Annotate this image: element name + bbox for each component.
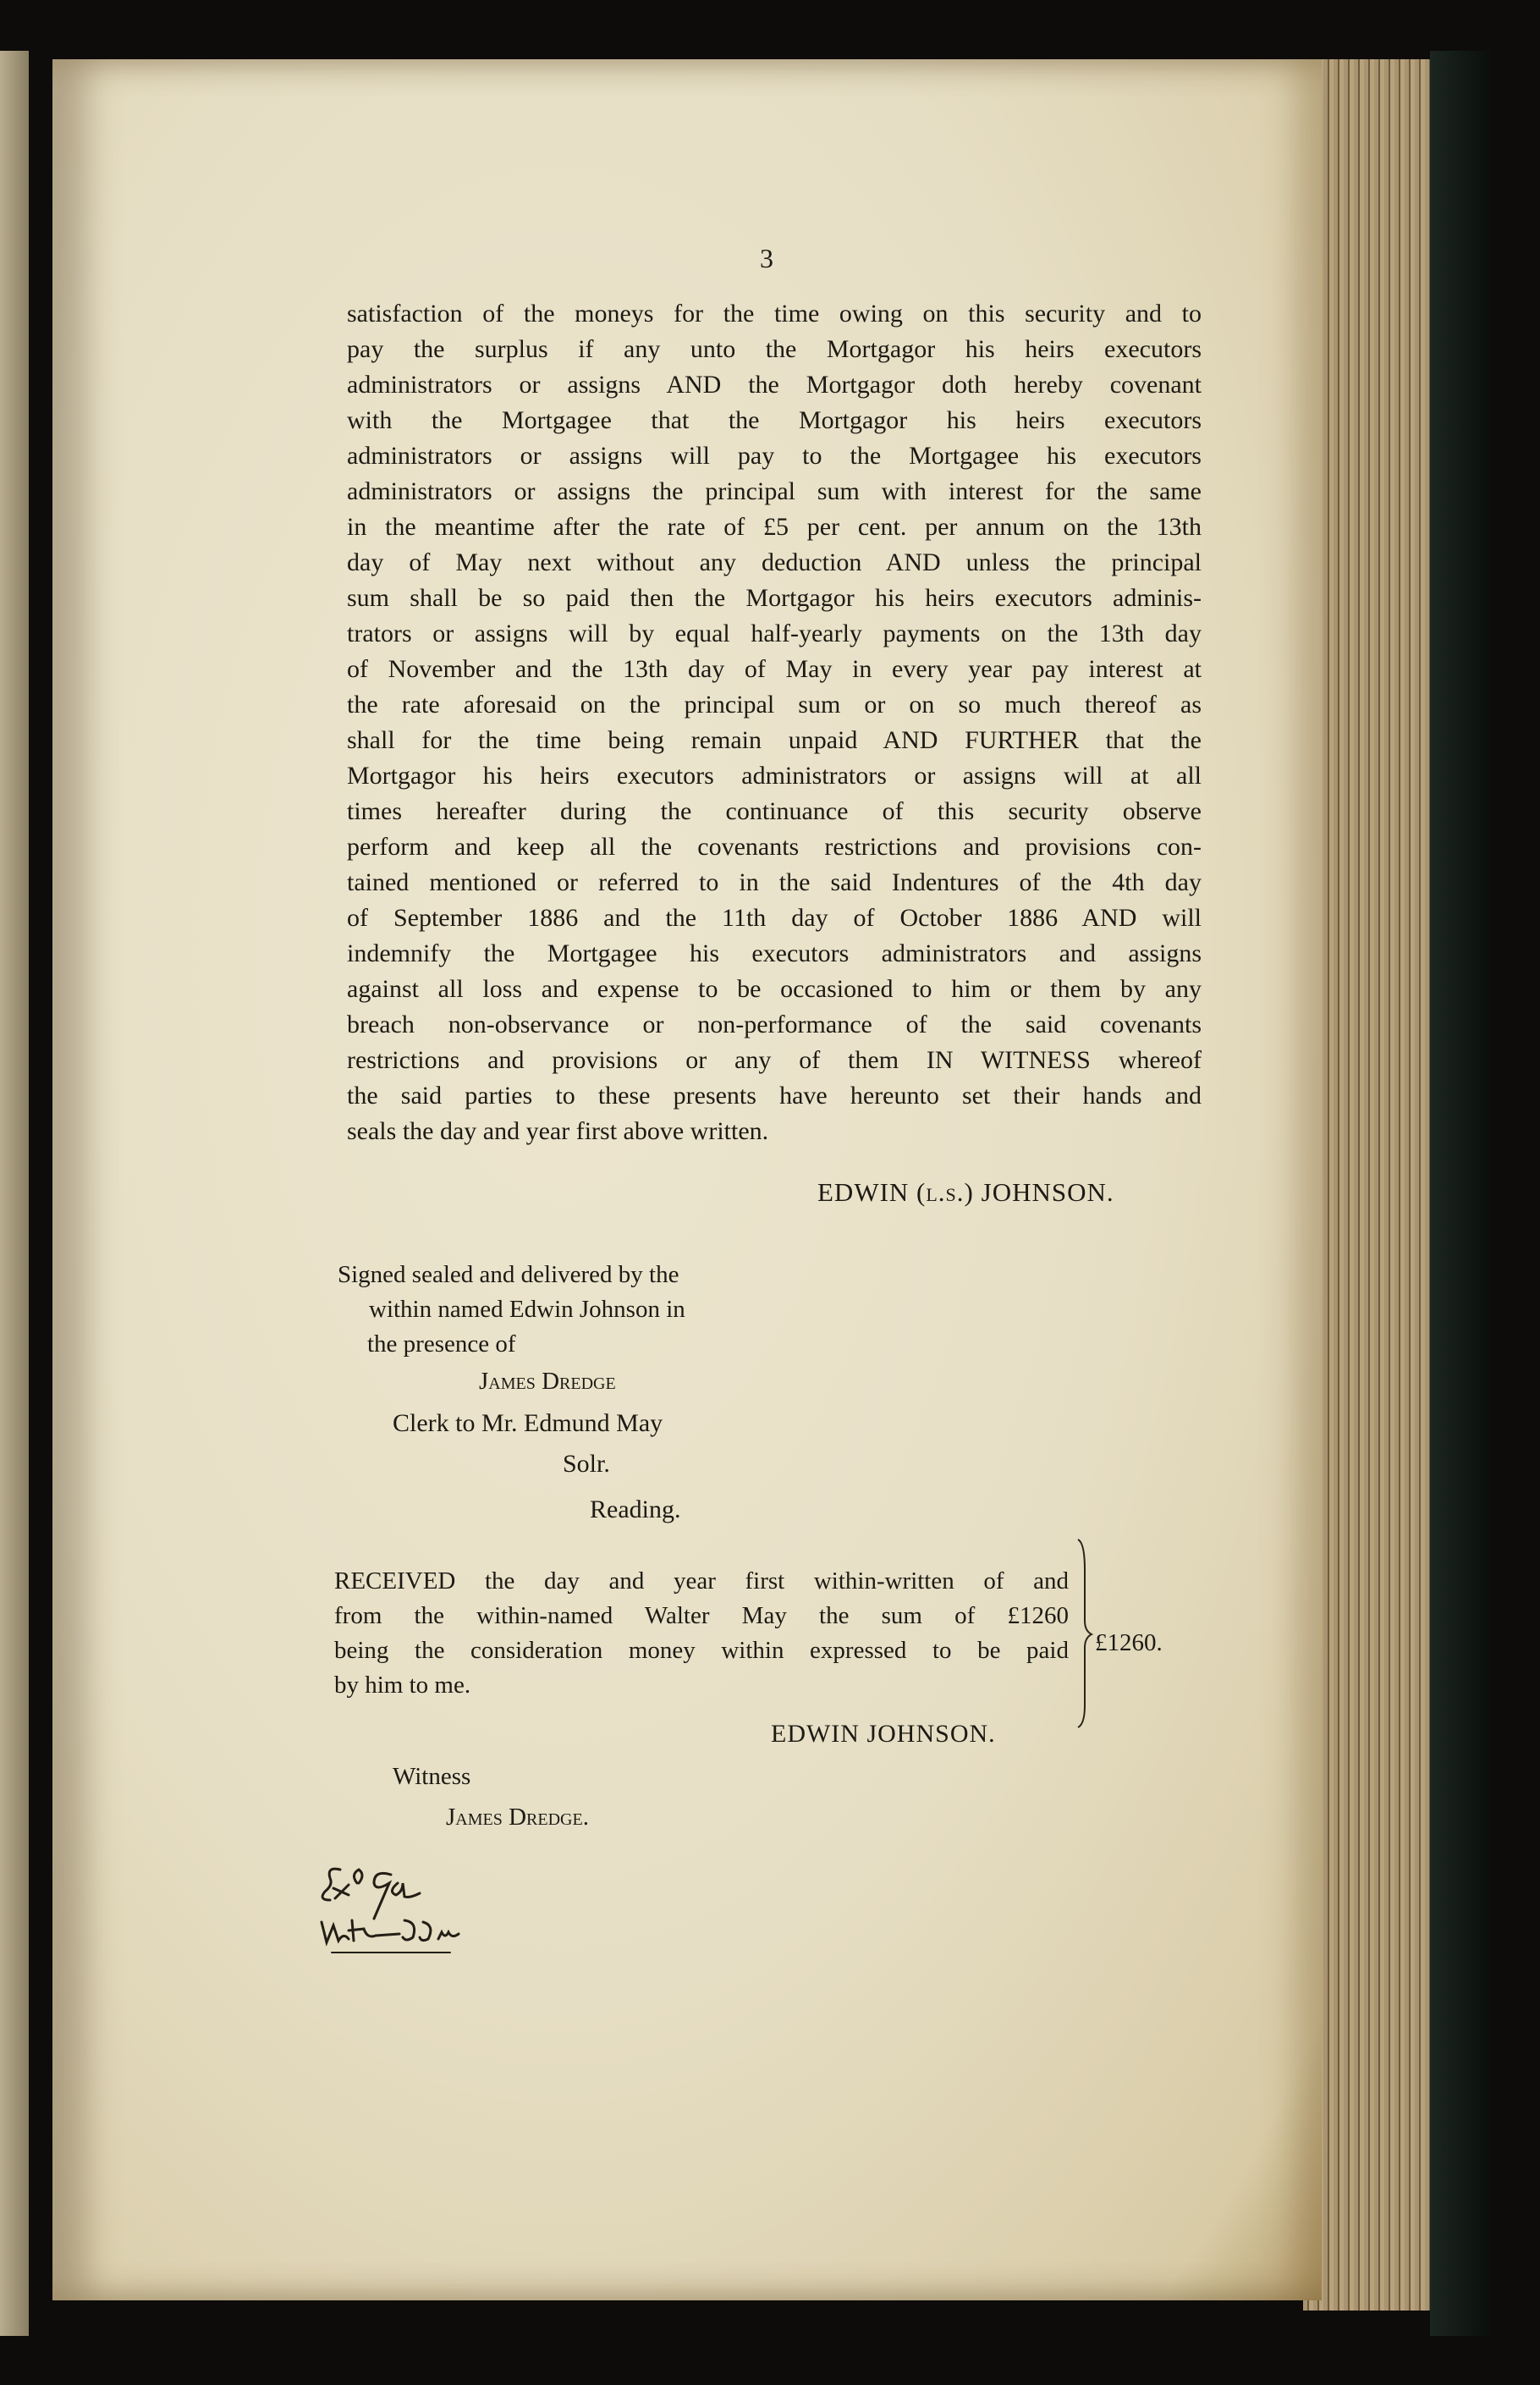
page-stack-edge — [1303, 59, 1447, 2311]
body-line: pay the surplus if any unto the Mortgagor his heirs executors — [347, 335, 1202, 363]
body-line: sum shall be so paid then the Mortgagor his heirs executors adminis- — [347, 584, 1202, 612]
seal-mark: (l.s.) — [916, 1177, 974, 1207]
receipt-line: from the within-named Walter May the sum of £1260 — [334, 1602, 1069, 1629]
signature-first-name: EDWIN — [817, 1177, 910, 1207]
attestation-line: within named Edwin Johnson in — [369, 1296, 685, 1323]
handwritten-annotation — [315, 1858, 526, 1959]
receipt-witness-label: Witness — [393, 1763, 471, 1790]
body-line: administrators or assigns will pay to the Mortgagee his executors — [347, 442, 1202, 470]
attestation-line: Signed sealed and delivered by the — [338, 1261, 679, 1288]
body-line: the rate aforesaid on the principal sum or on so much thereof as — [347, 691, 1202, 719]
body-line: of September 1886 and the 11th day of October 1886 AND will — [347, 904, 1202, 932]
body-line: with the Mortgagee that the Mortgagor his heirs executors — [347, 406, 1202, 434]
body-line: trators or assigns will by equal half-yearly payments on the 13th day — [347, 620, 1202, 647]
receipt-amount: £1260. — [1095, 1629, 1163, 1656]
receipt-signer: EDWIN JOHNSON. — [771, 1720, 996, 1748]
witness-title: Clerk to Mr. Edmund May — [393, 1409, 663, 1437]
signature-last-name: JOHNSON. — [981, 1177, 1114, 1207]
witness-place: Reading. — [590, 1495, 681, 1523]
body-line: in the meantime after the rate of £5 per cent. per annum on the 13th — [347, 513, 1202, 541]
body-line: of November and the 13th day of May in every year pay interest at — [347, 655, 1202, 683]
body-line: administrators or assigns the principal sum with interest for the same — [347, 477, 1202, 505]
body-line: restrictions and provisions or any of them IN WITNESS whereof — [347, 1046, 1202, 1074]
body-line: against all loss and expense to be occasioned to him or them by any — [347, 975, 1202, 1003]
body-line: breach non-observance or non-performance of the said covenants — [347, 1011, 1202, 1038]
witness-role: Solr. — [563, 1450, 610, 1478]
page-number: 3 — [760, 243, 773, 273]
receipt-witness-name: James Dredge. — [446, 1804, 589, 1831]
body-line: tained mentioned or referred to in the said Indentures of the 4th day — [347, 868, 1202, 896]
body-line: Mortgagor his heirs executors administrators or assigns will at all — [347, 762, 1202, 790]
signature-line — [817, 1175, 1114, 1210]
body-line: times hereafter during the continuance of this security observe — [347, 797, 1202, 825]
body-line: the said parties to these presents have hereunto set their hands and — [347, 1082, 1202, 1110]
receipt-text — [334, 1564, 1069, 1703]
body-line: satisfaction of the moneys for the time owing on this security and to — [347, 300, 1202, 328]
body-line: seals the day and year first above written. — [347, 1117, 769, 1145]
body-line: perform and keep all the covenants restrictions and provisions con- — [347, 833, 1202, 861]
body-line: day of May next without any deduction AND unless the principal — [347, 548, 1202, 576]
attestation-line: the presence of — [367, 1330, 516, 1358]
deed-body-text — [347, 296, 1202, 1149]
receipt-line: by him to me. — [334, 1672, 471, 1699]
book-cover — [1430, 51, 1489, 2336]
body-line: shall for the time being remain unpaid AND FURTHER that the — [347, 726, 1202, 754]
body-line: administrators or assigns AND the Mortgagor doth hereby covenant — [347, 371, 1202, 399]
body-line: indemnify the Mortgagee his executors administrators and assigns — [347, 939, 1202, 967]
receipt-line: RECEIVED the day and year first within-written of and — [334, 1567, 1069, 1595]
receipt-line: being the consideration money within expressed to be paid — [334, 1637, 1069, 1664]
witness-name: James Dredge — [479, 1368, 616, 1395]
facing-page-edge — [0, 51, 29, 2336]
